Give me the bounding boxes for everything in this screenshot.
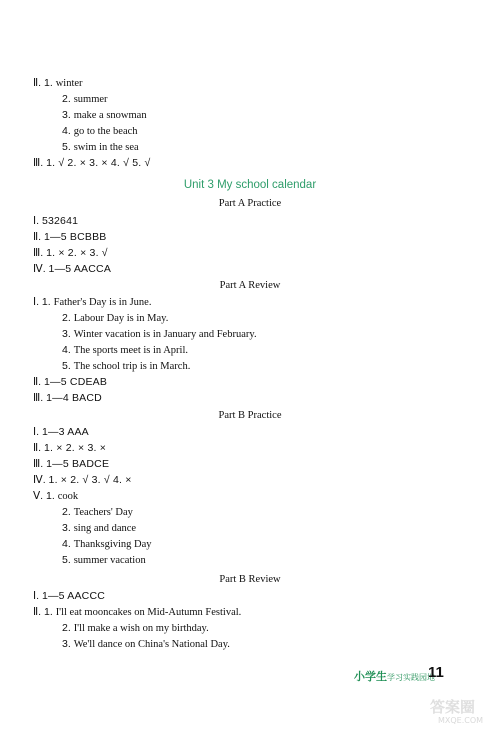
answer-line: 2. I'll make a wish on my birthday. <box>62 622 209 634</box>
answer-line: 3. We'll dance on China's National Day. <box>62 638 230 650</box>
answer-line: 2. summer <box>62 93 108 105</box>
answer-line: Ⅱ. 1—5 CDEAB <box>33 376 108 388</box>
section-heading: Part B Review <box>219 574 281 585</box>
watermark-url: MXQE.COM <box>438 716 484 725</box>
answer-line: 4. The sports meet is in April. <box>62 344 189 356</box>
answer-line: Ⅱ. 1. × 2. × 3. × <box>33 442 107 454</box>
page-number: 11 <box>428 664 444 681</box>
answer-line: Ⅰ. 1. Father's Day is in June. <box>33 296 152 308</box>
footer-brand: 小学生学习实践园地 <box>354 670 435 683</box>
section-heading: Part A Practice <box>218 198 282 209</box>
watermark: 答案圈 <box>430 698 476 716</box>
section-heading: Part B Practice <box>218 410 282 421</box>
answer-line: Ⅴ. 1. cook <box>33 490 79 502</box>
answer-line: Ⅲ. 1. × 2. × 3. √ <box>33 247 108 259</box>
answer-line: 3. make a snowman <box>62 109 147 121</box>
answer-line: 4. Thanksgiving Day <box>62 538 152 550</box>
answer-line: 2. Teachers' Day <box>62 506 133 518</box>
answer-line: Ⅲ. 1—4 BACD <box>33 392 102 404</box>
answer-line: Ⅱ. 1. winter <box>33 77 83 89</box>
answer-line: Ⅱ. 1—5 BCBBB <box>33 231 107 243</box>
answer-line: Ⅰ. 532641 <box>33 215 79 227</box>
answer-line: Ⅳ. 1. × 2. √ 3. √ 4. × <box>33 474 132 486</box>
answer-line: 5. summer vacation <box>62 554 146 566</box>
answer-line: 5. The school trip is in March. <box>62 360 191 372</box>
answer-line: Ⅱ. 1. I'll eat mooncakes on Mid-Autumn Festival. <box>33 606 242 618</box>
section-heading: Part A Review <box>219 280 281 291</box>
answer-line: Ⅲ. 1. √ 2. × 3. × 4. √ 5. √ <box>33 157 151 169</box>
answer-line: Ⅰ. 1—3 AAA <box>33 426 89 438</box>
answer-line: 4. go to the beach <box>62 125 138 137</box>
answer-line: Ⅰ. 1—5 AACCC <box>33 590 106 602</box>
answer-line: Ⅲ. 1—5 BADCE <box>33 458 110 470</box>
answer-line: 2. Labour Day is in May. <box>62 312 169 324</box>
footer-brand-subtitle: 学习实践园地 <box>387 673 435 682</box>
answer-line: 3. Winter vacation is in January and February. <box>62 328 257 340</box>
answer-line: 3. sing and dance <box>62 522 137 534</box>
answer-line: 5. swim in the sea <box>62 141 139 153</box>
answer-line: Ⅳ. 1—5 AACCA <box>33 263 112 275</box>
unit-title: Unit 3 My school calendar <box>183 179 317 191</box>
